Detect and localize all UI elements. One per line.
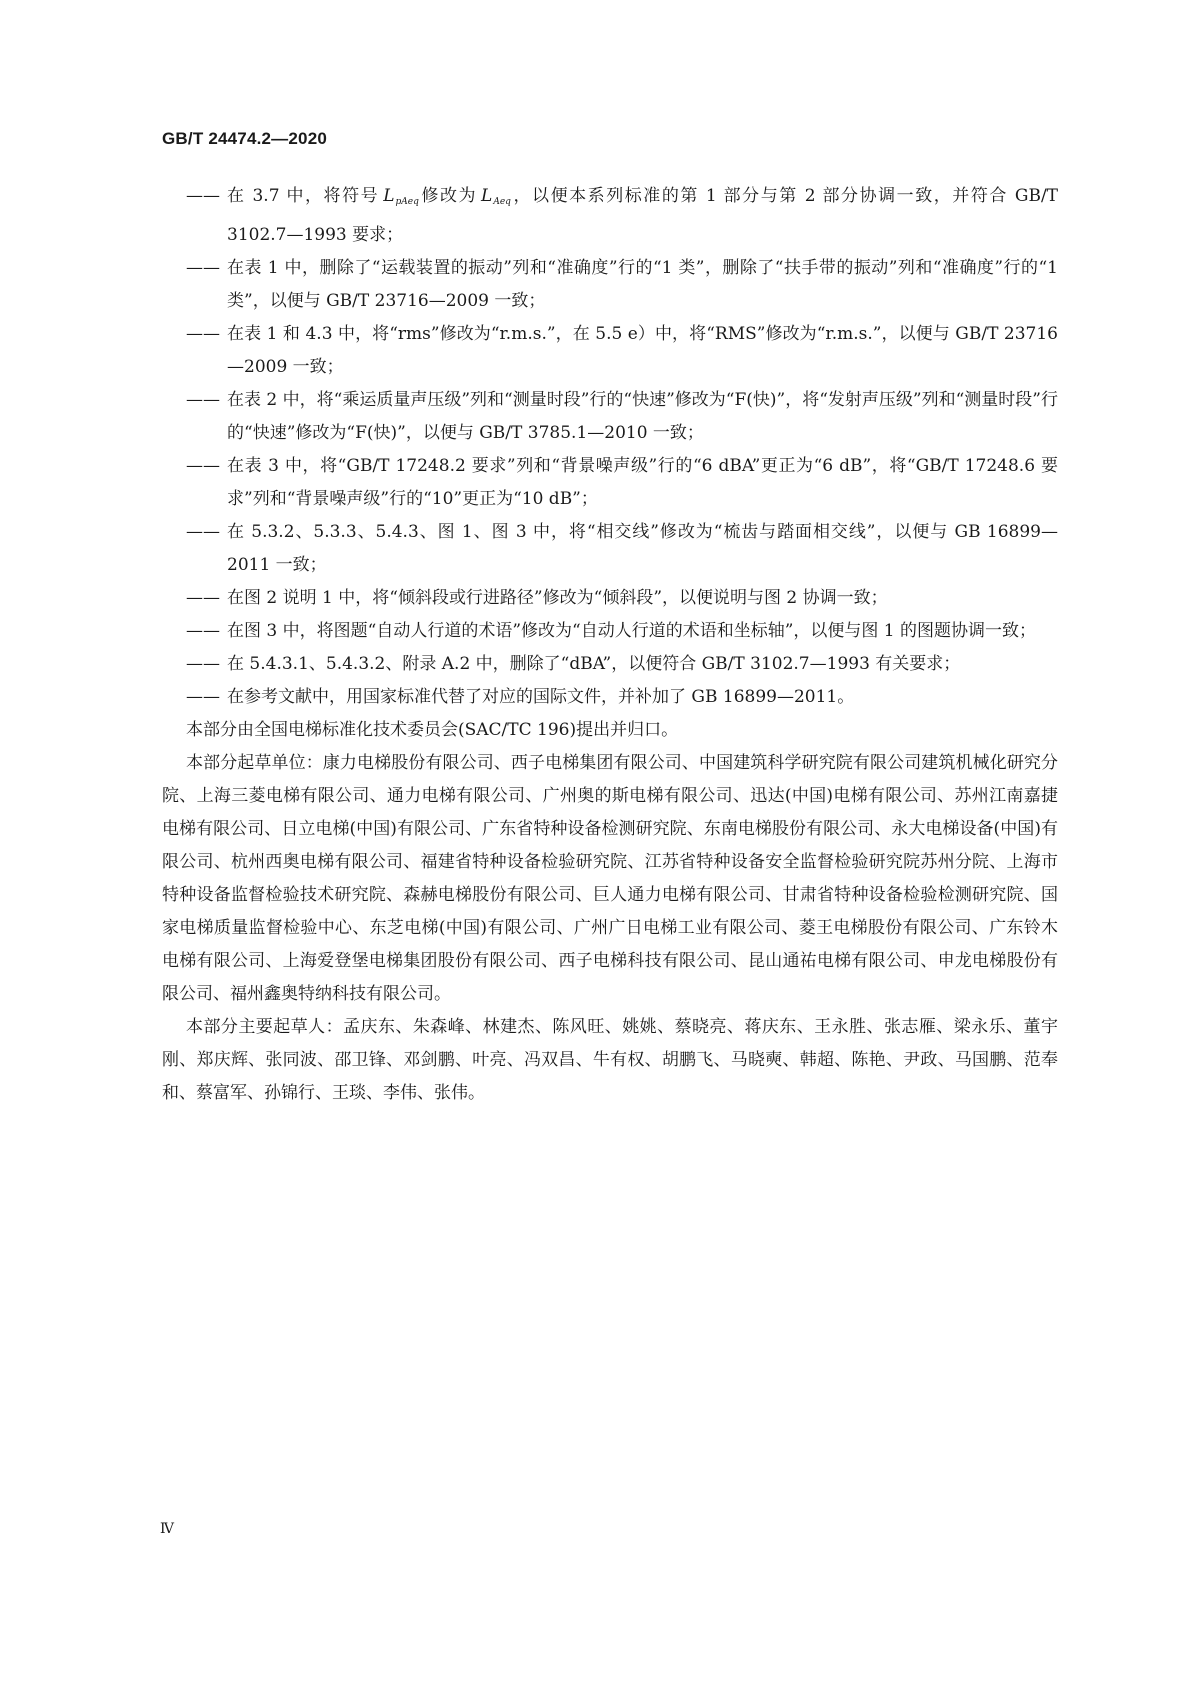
change-item-9	[162, 648, 1058, 681]
proposer-paragraph: 本部分由全国电梯标准化技术委员会(SAC/TC 196)提出并归口。	[186, 720, 679, 740]
dash-marker: ——	[186, 522, 220, 542]
change-item-4	[162, 384, 1058, 450]
drafters-paragraph: 本部分主要起草人：孟庆东、朱森峰、林建杰、陈风旺、姚姚、蔡晓亮、蒋庆东、王永胜、张志雁、梁永乐、董宇刚、郑庆辉、张同波、邵卫锋、邓剑鹏、叶亮、冯双昌、牛有权、胡鹏飞、马晓奭、韩超、陈艳、尹政、马国鹏、范奉和、蔡富军、孙锦行、王琰、李伟、张伟。	[162, 1017, 1058, 1103]
change-item-text: 在 5.3.2、5.3.3、5.4.3、图 1、图 3 中，将“相交线”修改为“梳齿与踏面相交线”，以便与 GB 16899—2011 一致；	[227, 522, 1058, 575]
change-item-text: 在表 2 中，将“乘运质量声压级”列和“测量时段”行的“快速”修改为“F(快)”，将“发射声压级”列和“测量时段”行的“快速”修改为“F(快)”，以便与 GB/T 3785.1—2010 一致；	[227, 390, 1058, 443]
change-item-5	[162, 450, 1058, 516]
dash-marker: ——	[186, 456, 220, 476]
symbol-subscript: Aeq	[493, 197, 511, 207]
change-text-part: ，以便本系列标准的第 1 部分与第 2 部分协调一致，并符合 GB/T 3102.7—1993 要求；	[227, 186, 1059, 245]
change-item-text: 在图 2 说明 1 中，将“倾斜段或行进路径”修改为“倾斜段”，以便说明与图 2 协调一致；	[227, 588, 888, 608]
standard-code-header: GB/T 24474.2—2020	[162, 129, 327, 148]
document-body	[162, 180, 1058, 1110]
dash-marker: ——	[186, 390, 220, 410]
change-item-6	[162, 516, 1058, 582]
dash-marker: ——	[186, 186, 220, 206]
change-item-text: 在表 3 中，将“GB/T 17248.2 要求”列和“背景噪声级”行的“6 dBA”更正为“6 dB”，将“GB/T 17248.6 要求”列和“背景噪声级”行的“10”更正为“10 dB”；	[227, 456, 1058, 509]
dash-marker: ——	[186, 258, 220, 278]
change-item-3	[162, 318, 1058, 384]
change-item-7	[162, 582, 1058, 615]
change-text-part: 修改为	[419, 186, 478, 206]
page-number: Ⅳ	[160, 1521, 174, 1537]
symbol-subscript: pAeq	[395, 197, 419, 207]
dash-marker: ——	[186, 687, 220, 707]
dash-marker: ——	[186, 654, 220, 674]
change-item-8	[162, 615, 1058, 648]
symbol-l: L	[481, 186, 493, 206]
dash-marker: ——	[186, 324, 220, 344]
change-item-10	[162, 681, 1058, 714]
change-item-1	[162, 180, 1058, 252]
change-item-text	[227, 180, 1058, 252]
change-text-part: 在 3.7 中，将符号	[227, 186, 380, 206]
drafting-units-paragraph: 本部分起草单位：康力电梯股份有限公司、西子电梯集团有限公司、中国建筑科学研究院有限公司建筑机械化研究分院、上海三菱电梯有限公司、通力电梯有限公司、广州奥的斯电梯有限公司、迅达(中国)电梯有限公司、苏州江南嘉捷电梯有限公司、日立电梯(中国)有限公司、广东省特种设备检测研究院、东南电梯股份有限公司、永大电梯设备(中国)有限公司、杭州西奥电梯有限公司、福建省特种设备检验研究院、江苏省特种设备安全监督检验研究院苏州分院、上海市特种设备监督检验技术研究院、森赫电梯股份有限公司、巨人通力电梯有限公司、甘肃省特种设备检验检测研究院、国家电梯质量监督检验中心、东芝电梯(中国)有限公司、广州广日电梯工业有限公司、菱王电梯股份有限公司、广东铃木电梯有限公司、上海爱登堡电梯集团股份有限公司、西子电梯科技有限公司、昆山通祐电梯有限公司、申龙电梯股份有限公司、福州鑫奥特纳科技有限公司。	[162, 753, 1058, 1004]
change-item-text: 在图 3 中，将图题“自动人行道的术语”修改为“自动人行道的术语和坐标轴”，以便与图 1 的图题协调一致；	[227, 621, 1037, 641]
change-item-text: 在参考文献中，用国家标准代替了对应的国际文件，并补加了 GB 16899—2011。	[227, 687, 855, 707]
change-item-text: 在表 1 中，删除了“运载装置的振动”列和“准确度”行的“1 类”，删除了“扶手带的振动”列和“准确度”行的“1 类”，以便与 GB/T 23716—2009 一致；	[227, 258, 1058, 311]
dash-marker: ——	[186, 588, 220, 608]
dash-marker: ——	[186, 621, 220, 641]
change-item-2	[162, 252, 1058, 318]
change-item-text: 在表 1 和 4.3 中，将“rms”修改为“r.m.s.”，在 5.5 e）中，将“RMS”修改为“r.m.s.”，以便与 GB/T 23716—2009 一致；	[227, 324, 1058, 377]
symbol-l: L	[383, 186, 395, 206]
change-item-text: 在 5.4.3.1、5.4.3.2、附录 A.2 中，删除了“dBA”，以便符合 GB/T 3102.7—1993 有关要求；	[227, 654, 961, 674]
